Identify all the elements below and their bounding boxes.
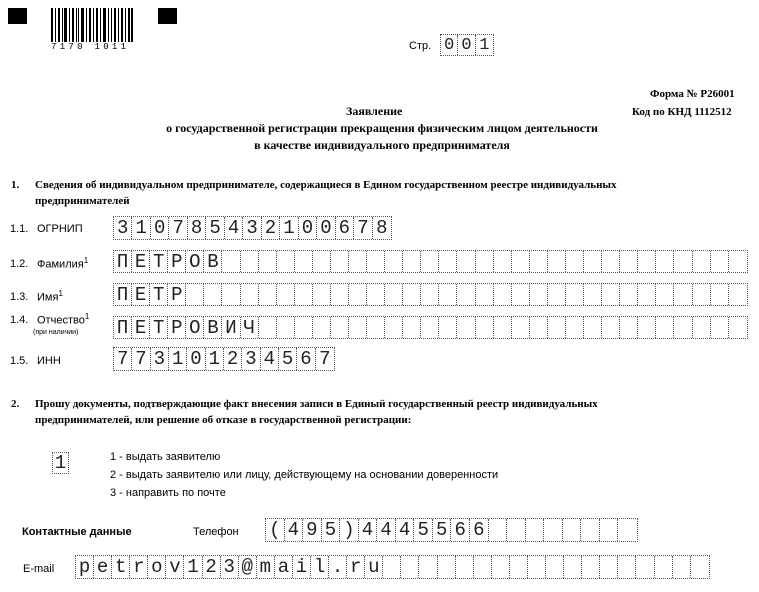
ogrnip-label-text: ОГРНИП xyxy=(37,223,83,235)
char-cell xyxy=(204,284,222,305)
char-cell xyxy=(331,317,349,338)
section2-heading-line1: Прошу документы, подтверждающие факт внесения записи в Единый государственный реестр индивидуальных xyxy=(35,398,598,410)
char-cell: 3 xyxy=(243,217,261,239)
char-cell xyxy=(489,519,508,541)
char-cell xyxy=(673,556,691,578)
char-cell xyxy=(401,556,419,578)
patronymic-label xyxy=(37,312,89,327)
char-cell: 7 xyxy=(169,217,187,239)
char-cell: 5 xyxy=(322,519,341,541)
char-cell: 4 xyxy=(261,348,279,370)
char-cell: p xyxy=(76,556,94,578)
char-cell xyxy=(566,317,584,338)
char-cell: 6 xyxy=(470,519,489,541)
char-cell: 4 xyxy=(359,519,378,541)
char-cell: Ч xyxy=(241,317,259,338)
char-cell xyxy=(584,251,602,272)
char-cell: e xyxy=(94,556,112,578)
char-cell xyxy=(636,556,654,578)
char-cell xyxy=(277,317,295,338)
page-label: Стр. xyxy=(409,40,432,52)
char-cell: 7 xyxy=(132,348,150,370)
char-cell xyxy=(383,556,401,578)
char-cell: О xyxy=(186,251,204,272)
name-num: 1.3. xyxy=(10,291,29,303)
char-cell: 0 xyxy=(187,348,205,370)
char-cell: 2 xyxy=(224,348,242,370)
char-cell xyxy=(476,284,494,305)
char-cell: 0 xyxy=(299,217,317,239)
section1-heading-line1: Сведения об индивидуальном предпринимателе, содержащиеся в Едином государственном реестре индивидуальных xyxy=(35,179,617,191)
char-cell: Е xyxy=(132,317,150,338)
char-cell xyxy=(259,317,277,338)
char-cell xyxy=(186,284,204,305)
char-cell xyxy=(295,317,313,338)
char-cell xyxy=(512,284,530,305)
char-cell xyxy=(530,284,548,305)
form-knd-code: Код по КНД 1112512 xyxy=(632,106,732,118)
char-cell: 4 xyxy=(225,217,243,239)
char-cell: v xyxy=(166,556,184,578)
char-cell xyxy=(729,284,747,305)
char-cell xyxy=(367,284,385,305)
char-cell xyxy=(655,556,673,578)
char-cell xyxy=(512,251,530,272)
char-cell xyxy=(510,556,528,578)
char-cell: Т xyxy=(150,284,168,305)
char-cell xyxy=(474,556,492,578)
char-cell: ) xyxy=(340,519,359,541)
inn-label xyxy=(37,355,61,367)
char-cell: r xyxy=(130,556,148,578)
char-cell xyxy=(638,251,656,272)
char-cell xyxy=(385,284,403,305)
char-cell: В xyxy=(204,251,222,272)
char-cell: 0 xyxy=(441,35,458,55)
char-cell: 3 xyxy=(242,348,260,370)
char-cell xyxy=(457,317,475,338)
char-cell xyxy=(277,251,295,272)
char-cell: 3 xyxy=(151,348,169,370)
name-label xyxy=(37,289,63,304)
char-cell: 7 xyxy=(319,348,331,370)
document-subtitle-line2: в качестве индивидуального предпринимателя xyxy=(254,138,510,152)
barcode xyxy=(51,8,133,42)
section2-number: 2. xyxy=(11,398,20,410)
char-cell xyxy=(512,317,530,338)
char-cell xyxy=(530,251,548,272)
email-field[interactable] xyxy=(75,555,710,579)
name-footnote-mark: 1 xyxy=(58,289,63,298)
char-cell: 0 xyxy=(151,217,169,239)
patronymic-note: (при наличии) xyxy=(33,329,79,336)
char-cell: В xyxy=(204,317,222,338)
char-cell xyxy=(438,556,456,578)
char-cell: 1 xyxy=(479,35,490,55)
inn-field[interactable] xyxy=(113,347,335,371)
char-cell xyxy=(620,251,638,272)
char-cell: a xyxy=(275,556,293,578)
char-cell xyxy=(439,317,457,338)
char-cell xyxy=(711,251,729,272)
char-cell xyxy=(564,556,582,578)
section1-number: 1. xyxy=(11,179,20,191)
char-cell xyxy=(656,251,674,272)
char-cell: @ xyxy=(239,556,257,578)
char-cell: t xyxy=(112,556,130,578)
char-cell xyxy=(548,251,566,272)
char-cell xyxy=(526,519,545,541)
char-cell: Т xyxy=(150,251,168,272)
char-cell: o xyxy=(148,556,166,578)
delivery-choice-field[interactable] xyxy=(52,452,69,474)
char-cell: 8 xyxy=(188,217,206,239)
char-cell xyxy=(241,284,259,305)
char-cell xyxy=(544,519,563,541)
char-cell: 2 xyxy=(262,217,280,239)
char-cell xyxy=(584,284,602,305)
char-cell: 6 xyxy=(451,519,470,541)
char-cell: 1 xyxy=(54,452,67,474)
section1-heading-line2: предпринимателей xyxy=(35,195,130,207)
char-cell xyxy=(385,251,403,272)
document-title: Заявление xyxy=(346,104,403,118)
char-cell xyxy=(494,251,512,272)
char-cell: П xyxy=(114,251,132,272)
email-label: E-mail xyxy=(23,563,55,575)
char-cell xyxy=(222,284,240,305)
char-cell xyxy=(693,284,711,305)
char-cell: 1 xyxy=(206,348,224,370)
char-cell xyxy=(693,317,711,338)
char-cell xyxy=(259,251,277,272)
char-cell xyxy=(656,317,674,338)
surname-label xyxy=(37,256,88,271)
char-cell: 1 xyxy=(132,217,150,239)
char-cell xyxy=(711,317,729,338)
patronymic-num: 1.4. xyxy=(10,314,29,326)
char-cell xyxy=(349,251,367,272)
char-cell xyxy=(439,251,457,272)
char-cell xyxy=(367,317,385,338)
char-cell xyxy=(566,251,584,272)
char-cell: 4 xyxy=(285,519,304,541)
char-cell: 7 xyxy=(354,217,372,239)
char-cell: 0 xyxy=(317,217,335,239)
surname-footnote-mark: 1 xyxy=(83,256,89,265)
char-cell xyxy=(582,556,600,578)
char-cell xyxy=(403,284,421,305)
char-cell xyxy=(385,317,403,338)
char-cell xyxy=(457,284,475,305)
char-cell xyxy=(581,519,600,541)
form-number: Форма № Р26001 xyxy=(650,88,735,100)
char-cell xyxy=(313,251,331,272)
patronymic-footnote-mark: 1 xyxy=(84,312,90,321)
char-cell xyxy=(600,556,618,578)
char-cell xyxy=(618,556,636,578)
char-cell xyxy=(492,556,510,578)
char-cell xyxy=(729,317,747,338)
char-cell xyxy=(349,284,367,305)
char-cell xyxy=(313,317,331,338)
char-cell: П xyxy=(114,284,132,305)
char-cell: 5 xyxy=(433,519,452,541)
char-cell: 3 xyxy=(114,217,132,239)
char-cell xyxy=(476,251,494,272)
char-cell xyxy=(277,284,295,305)
char-cell xyxy=(421,317,439,338)
char-cell: Р xyxy=(168,317,186,338)
char-cell xyxy=(602,284,620,305)
char-cell xyxy=(584,317,602,338)
char-cell: 8 xyxy=(376,217,388,239)
char-cell xyxy=(494,317,512,338)
delivery-option-1: 1 - выдать заявителю xyxy=(110,451,221,463)
char-cell xyxy=(457,251,475,272)
char-cell xyxy=(693,251,711,272)
char-cell xyxy=(729,251,747,272)
name-field[interactable] xyxy=(113,283,748,306)
char-cell xyxy=(439,284,457,305)
char-cell xyxy=(674,317,692,338)
char-cell: 6 xyxy=(297,348,315,370)
char-cell: 5 xyxy=(279,348,297,370)
char-cell xyxy=(331,284,349,305)
surname-label-text: Фамилия xyxy=(37,258,84,271)
char-cell xyxy=(313,284,331,305)
char-cell: 1 xyxy=(280,217,298,239)
alignment-marker-left xyxy=(8,8,27,24)
char-cell xyxy=(548,284,566,305)
char-cell: 7 xyxy=(114,348,132,370)
char-cell: Е xyxy=(132,251,150,272)
char-cell xyxy=(476,317,494,338)
surname-field[interactable] xyxy=(113,250,748,273)
char-cell xyxy=(419,556,437,578)
char-cell: Р xyxy=(168,251,186,272)
char-cell xyxy=(456,556,474,578)
char-cell: 3 xyxy=(221,556,239,578)
char-cell: m xyxy=(257,556,275,578)
char-cell xyxy=(674,251,692,272)
char-cell xyxy=(421,251,439,272)
char-cell: 4 xyxy=(396,519,415,541)
char-cell xyxy=(530,317,548,338)
char-cell: 0 xyxy=(458,35,475,55)
char-cell: 2 xyxy=(203,556,221,578)
char-cell xyxy=(638,284,656,305)
char-cell xyxy=(691,556,709,578)
patronymic-field[interactable] xyxy=(113,316,748,339)
char-cell xyxy=(566,284,584,305)
char-cell: Е xyxy=(132,284,150,305)
alignment-marker-right xyxy=(158,8,177,24)
char-cell: ( xyxy=(266,519,285,541)
char-cell: 4 xyxy=(377,519,396,541)
delivery-option-2: 2 - выдать заявителю или лицу, действующему на основании доверенности xyxy=(110,469,499,481)
char-cell xyxy=(546,556,564,578)
char-cell xyxy=(295,284,313,305)
char-cell: 5 xyxy=(206,217,224,239)
char-cell: 5 xyxy=(414,519,433,541)
char-cell: Т xyxy=(150,317,168,338)
char-cell xyxy=(421,284,439,305)
char-cell xyxy=(367,251,385,272)
ogrnip-num: 1.1. xyxy=(10,223,29,235)
ogrnip-field[interactable] xyxy=(113,216,392,240)
char-cell xyxy=(638,317,656,338)
delivery-option-3: 3 - направить по почте xyxy=(110,487,226,499)
char-cell xyxy=(656,284,674,305)
char-cell xyxy=(331,251,349,272)
section2-heading-line2: предпринимателей, или решение об отказе в государственной регистрации: xyxy=(35,414,412,426)
char-cell xyxy=(602,317,620,338)
contacts-heading: Контактные данные xyxy=(22,526,132,538)
char-cell: . xyxy=(329,556,347,578)
char-cell: u xyxy=(365,556,383,578)
char-cell: 6 xyxy=(336,217,354,239)
char-cell xyxy=(528,556,546,578)
char-cell xyxy=(620,284,638,305)
char-cell: П xyxy=(114,317,132,338)
char-cell xyxy=(620,317,638,338)
document-subtitle-line1: о государственной регистрации прекращения физическим лицом деятельности xyxy=(166,121,598,135)
barcode-number: 7170 1011 xyxy=(51,42,130,52)
char-cell xyxy=(259,284,277,305)
char-cell xyxy=(222,251,240,272)
inn-label-text: ИНН xyxy=(37,355,61,367)
phone-field[interactable] xyxy=(265,518,638,542)
char-cell xyxy=(403,251,421,272)
char-cell: i xyxy=(293,556,311,578)
char-cell: 9 xyxy=(303,519,322,541)
ogrnip-label xyxy=(37,223,83,235)
char-cell xyxy=(241,251,259,272)
surname-num: 1.2. xyxy=(10,258,29,270)
phone-label: Телефон xyxy=(193,526,239,538)
char-cell xyxy=(295,251,313,272)
inn-num: 1.5. xyxy=(10,355,29,367)
char-cell xyxy=(602,251,620,272)
char-cell xyxy=(618,519,637,541)
char-cell: Р xyxy=(168,284,186,305)
char-cell xyxy=(494,284,512,305)
char-cell: l xyxy=(311,556,329,578)
patronymic-label-text: Отчество xyxy=(37,314,85,327)
char-cell xyxy=(403,317,421,338)
char-cell xyxy=(600,519,619,541)
char-cell: О xyxy=(186,317,204,338)
char-cell xyxy=(674,284,692,305)
page-number-field[interactable] xyxy=(440,34,494,56)
char-cell: 1 xyxy=(169,348,187,370)
char-cell xyxy=(711,284,729,305)
char-cell xyxy=(548,317,566,338)
name-label-text: Имя xyxy=(37,291,59,304)
char-cell xyxy=(507,519,526,541)
char-cell xyxy=(349,317,367,338)
char-cell: r xyxy=(347,556,365,578)
char-cell: 1 xyxy=(184,556,202,578)
char-cell xyxy=(563,519,582,541)
char-cell: И xyxy=(222,317,240,338)
